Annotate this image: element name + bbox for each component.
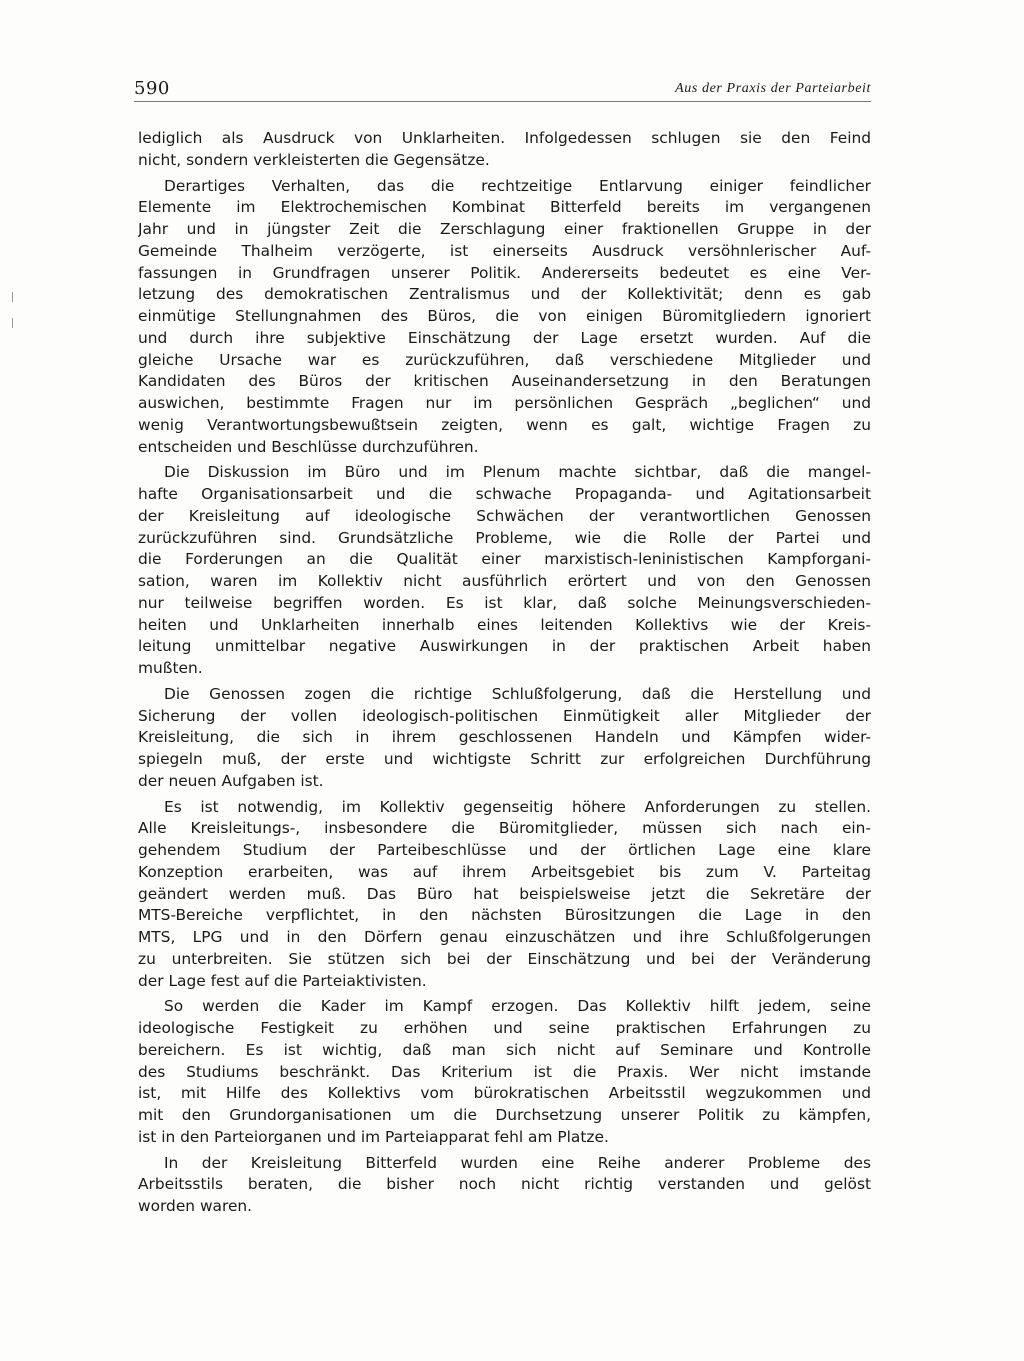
text-line: Elemente im Elektrochemischen Kombinat Bitterfeld bereits im vergangenen (138, 198, 871, 217)
text-line: ist in den Parteiorganen und im Parteiapparat fehl am Platze. (138, 1127, 609, 1146)
text-line: spiegeln muß, der erste und wichtigste Schritt zur erfolgreichen Durchführung (138, 750, 871, 768)
text-line: MTS-Bereiche verpflichtet, in den nächsten Bürositzungen die Lage in den (138, 906, 871, 925)
text-line: Kreisleitung, die sich in ihrem geschlossenen Handeln und Kämpfen wider- (138, 728, 871, 747)
text-line: Gemeinde Thalheim verzögerte, ist einerseits Ausdruck versöhnlerischer Auf- (138, 241, 871, 260)
page-header (134, 78, 871, 102)
text-line: gleiche Ursache war es zurückzuführen, daß verschiedene Mitglieder und (138, 350, 871, 369)
text-line: der neuen Aufgaben ist. (138, 771, 324, 790)
text-line: Derartiges Verhalten, das die rechtzeitige Entlarvung einiger feindlicher (164, 176, 871, 195)
text-line: lediglich als Ausdruck von Unklarheiten. Infolgedessen schlugen sie den Feind (138, 129, 871, 147)
text-line: MTS, LPG und in den Dörfern genau einzuschätzen und ihre Schlußfolgerungen (138, 928, 871, 946)
paragraph (138, 1153, 871, 1218)
text-line: Jahr und in jüngster Zeit die Zerschlagung einer fraktionellen Gruppe in der (138, 220, 871, 238)
text-line: heiten und Unklarheiten innerhalb eines leitenden Kollektivs wie der Kreis- (138, 615, 871, 634)
text-line: leitung unmittelbar negative Auswirkungen in der praktischen Arbeit haben (138, 637, 871, 656)
text-line: nicht, sondern verkleisterten die Gegensätze. (138, 150, 490, 169)
running-head: Aus der Praxis der Parteiarbeit (675, 81, 871, 96)
margin-mark (12, 292, 13, 302)
text-line: wenig Verantwortungsbewußtsein zeigten, wenn es galt, wichtige Fragen zu (138, 415, 871, 434)
paragraph (138, 176, 871, 459)
text-line: zurückzuführen sind. Grundsätzliche Probleme, wie die Rolle der Partei und (138, 528, 871, 547)
text-line: Kandidaten des Büros der kritischen Auseinandersetzung in den Beratungen (138, 372, 871, 391)
text-line: hafte Organisationsarbeit und die schwache Propaganda- und Agitationsarbeit (138, 485, 871, 503)
page-number: 590 (134, 78, 170, 99)
text-line: nur teilweise begriffen worden. Es ist klar, daß solche Meinungsverschieden- (138, 593, 871, 612)
paragraph (138, 797, 871, 993)
paragraph (138, 996, 871, 1148)
text-line: ideologische Festigkeit zu erhöhen und seine praktischen Erfahrungen zu (138, 1019, 871, 1037)
text-line: mußten. (138, 659, 203, 677)
text-line: einmütige Stellungnahmen des Büros, die von einigen Büromitgliedern ignoriert (138, 307, 871, 325)
text-line: bereichern. Es ist wichtig, daß man sich nicht auf Seminare und Kontrolle (138, 1040, 871, 1059)
text-line: Arbeitsstils beraten, die bisher noch nicht richtig verstanden und gelöst (138, 1175, 871, 1194)
text-line: mit den Grundorganisationen um die Durchsetzung unserer Politik zu kämpfen, (138, 1106, 871, 1124)
text-line: Die Diskussion im Büro und im Plenum machte sichtbar, daß die mangel- (164, 463, 871, 482)
paragraph (138, 128, 871, 172)
margin-mark (12, 318, 13, 328)
text-line: Die Genossen zogen die richtige Schlußfolgerung, daß die Herstellung und (164, 684, 871, 703)
paragraph (138, 462, 871, 680)
text-line: So werden die Kader im Kampf erzogen. Das Kollektiv hilft jedem, seine (164, 997, 871, 1016)
text-line: geändert werden muß. Das Büro hat beispielsweise jetzt die Sekretäre der (138, 884, 871, 903)
header-rule (134, 101, 871, 102)
paragraph (138, 684, 871, 793)
text-line: In der Kreisleitung Bitterfeld wurden eine Reihe anderer Probleme des (164, 1153, 871, 1172)
text-line: der Kreisleitung auf ideologische Schwächen der verantwortlichen Genossen (138, 506, 871, 525)
text-line: entscheiden und Beschlüsse durchzuführen. (138, 437, 479, 456)
text-line: ist, mit Hilfe des Kollektivs vom bürokratischen Arbeitsstil wegzukommen und (138, 1084, 871, 1103)
text-line: gehendem Studium der Parteibeschlüsse und der örtlichen Lage eine klare (138, 841, 871, 859)
body-text (138, 128, 871, 1222)
text-line: des Studiums beschränkt. Das Kriterium ist die Praxis. Wer nicht imstande (138, 1062, 871, 1081)
text-line: Alle Kreisleitungs-, insbesondere die Büromitglieder, müssen sich nach ein- (138, 819, 871, 838)
text-line: sation, waren im Kollektiv nicht ausführlich erörtert und von den Genossen (138, 572, 871, 590)
text-line: letzung des demokratischen Zentralismus und der Kollektivität; denn es gab (138, 285, 871, 304)
text-line: Sicherung der vollen ideologisch-politischen Einmütigkeit aller Mitglieder der (138, 706, 871, 725)
text-line: die Forderungen an die Qualität einer marxistisch-leninistischen Kampforgani- (138, 550, 871, 569)
text-line: und durch ihre subjektive Einschätzung der Lage ersetzt wurden. Auf die (138, 328, 871, 347)
text-line: zu unterbreiten. Sie stützen sich bei der Einschätzung und bei der Veränderung (138, 949, 871, 968)
text-line: fassungen in Grundfragen unserer Politik. Andererseits bedeutet es eine Ver- (138, 263, 871, 282)
text-line: auswichen, bestimmte Fragen nur im persönlichen Gespräch „beglichen“ und (138, 394, 871, 412)
text-line: Konzeption erarbeiten, was auf ihrem Arbeitsgebiet bis zum V. Parteitag (138, 862, 871, 881)
text-line: der Lage fest auf die Parteiaktivisten. (138, 971, 427, 990)
text-line: Es ist notwendig, im Kollektiv gegenseitig höhere Anforderungen zu stellen. (164, 797, 871, 816)
text-line: worden waren. (138, 1197, 253, 1215)
